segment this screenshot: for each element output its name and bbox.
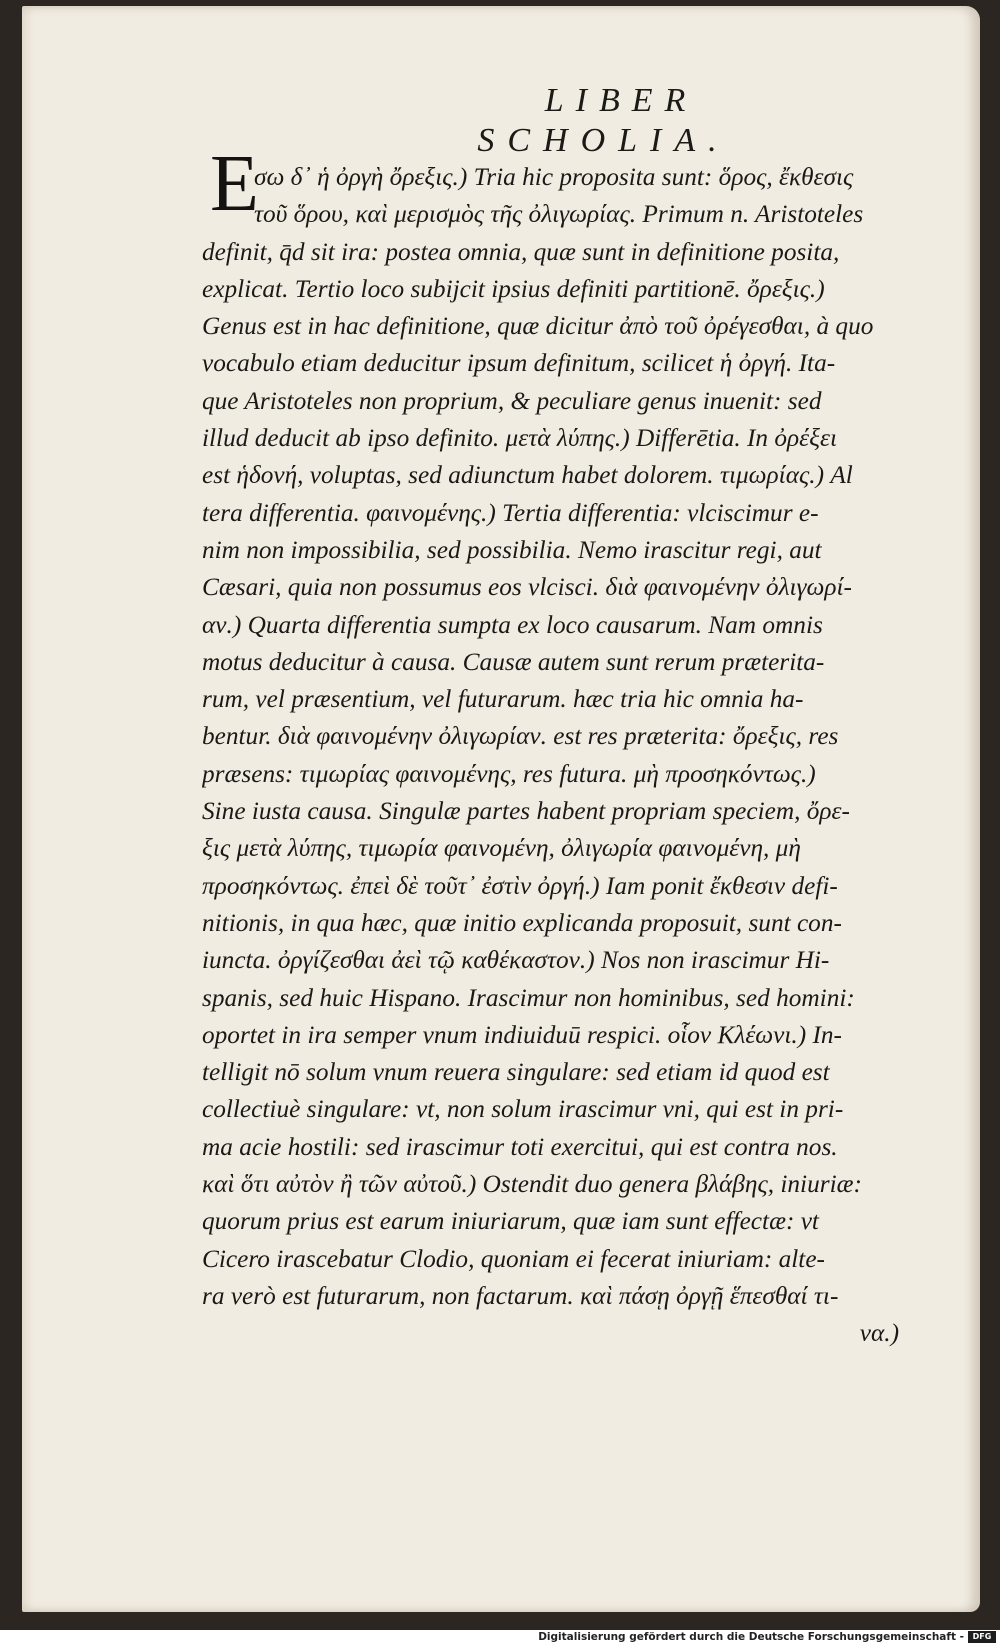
text-line: vocabulo etiam deducitur ipsum definitum, scilicet ἡ ὀργή. Ita-	[202, 349, 836, 378]
scholia-text	[202, 159, 947, 1353]
text-line: collectiuè singulare: vt, non solum irascimur vni, qui est in pri-	[202, 1095, 844, 1124]
text-line: que Aristoteles non proprium, & peculiare genus inuenit: sed	[202, 386, 822, 415]
digitization-footer	[0, 1630, 1000, 1645]
book-page	[22, 6, 980, 1612]
section-title: SCHOLIA.	[477, 122, 730, 159]
text-line: iuncta. ὀργίζεσθαι ἀεὶ τῷ καθέκαστον.) Nos non irascimur Hi-	[202, 946, 830, 975]
text-line: motus deducitur à causa. Causæ autem sunt rerum præterita-	[202, 647, 825, 676]
text-line: tera differentia. φαινομένης.) Tertia differentia: vlciscimur e-	[202, 498, 819, 527]
text-line: τοῦ ὅρου, καὶ μερισμὸς τῆς ὀλιγωρίας. Primum n. Aristoteles	[254, 200, 864, 229]
text-line: nitionis, in qua hæc, quæ initio explicanda proposuit, sunt con-	[202, 908, 842, 937]
text-line: rum, vel præsentium, vel futurarum. hæc tria hic omnia ha-	[202, 685, 804, 714]
text-line: Cicero irascebatur Clodio, quoniam ei fecerat iniuriam: alte-	[202, 1244, 825, 1273]
text-line: telligit nō solum vnum reuera singulare: sed etiam id quod est	[202, 1058, 830, 1087]
text-line: illud deducit ab ipso definito. μετὰ λύπης.) Differētia. In ὀρέξει	[202, 424, 837, 453]
text-line: ma acie hostili: sed irascimur toti exercitui, qui est contra nos.	[202, 1132, 838, 1161]
text-line: να.)	[859, 1319, 899, 1348]
text-line: quorum prius est earum iniuriarum, quæ iam sunt effectæ: vt	[202, 1207, 819, 1236]
text-line: est ἡδονή, voluptas, sed adiunctum habet dolorem. τιμωρίας.) Al	[202, 461, 853, 490]
text-line: definit, q̄d sit ira: postea omnia, quæ sunt in definitione posita,	[202, 237, 840, 266]
text-line: explicat. Tertio loco subijcit ipsius definiti partitionē. ὄρεξις.)	[202, 274, 825, 303]
drop-capital: E	[210, 140, 259, 228]
dfg-logo: DFG	[968, 1631, 996, 1643]
text-line: Sine iusta causa. Singulæ partes habent propriam speciem, ὄρε-	[202, 797, 850, 826]
running-title: LIBER	[544, 82, 698, 119]
text-line: præsens: τιμωρίας φαινομένης, res futura. μὴ προσηκόντως.)	[202, 759, 816, 788]
text-line: σω δ᾽ ἡ ὀργὴ ὄρεξις.) Tria hic proposita sunt: ὅρος, ἔκθεσις	[254, 163, 854, 191]
text-line: ra verò est futurarum, non factarum. καὶ πάσῃ ὀργῇ ἕπεσθαί τι-	[202, 1281, 839, 1310]
text-line: Genus est in hac definitione, quæ dicitur ἀπὸ τοῦ ὀρέγεσθαι, à quo	[202, 312, 874, 341]
text-line: προσηκόντως. ἐπεὶ δὲ τοῦτ᾽ ἐστὶν ὀργή.) Iam ponit ἔκθεσιν defi-	[202, 871, 838, 900]
text-line: Cæsari, quia non possumus eos vlcisci. διὰ φαινομένην ὀλιγωρί-	[202, 573, 852, 602]
text-line: nim non impossibilia, sed possibilia. Nemo irascitur regi, aut	[202, 535, 822, 564]
funding-credit: Digitalisierung gefördert durch die Deutsche Forschungsgemeinschaft -	[538, 1631, 964, 1643]
text-line: bentur. διὰ φαινομένην ὀλιγωρίαν. est res præterita: ὄρεξις, res	[202, 722, 839, 751]
text-line: oportet in ira semper vnum indiuiduū respici. οἷον Κλέωνι.) In-	[202, 1020, 842, 1049]
text-line: καὶ ὅτι αὐτὸν ἢ τῶν αὐτοῦ.) Ostendit duo genera βλάβης, iniuriæ:	[202, 1170, 862, 1199]
text-line: ξις μετὰ λύπης, τιμωρία φαινομένη, ὀλιγωρία φαινομένη, μὴ	[202, 834, 801, 863]
text-line: spanis, sed huic Hispano. Irascimur non hominibus, sed homini:	[202, 983, 855, 1012]
text-line: αν.) Quarta differentia sumpta ex loco causarum. Nam omnis	[202, 610, 823, 639]
